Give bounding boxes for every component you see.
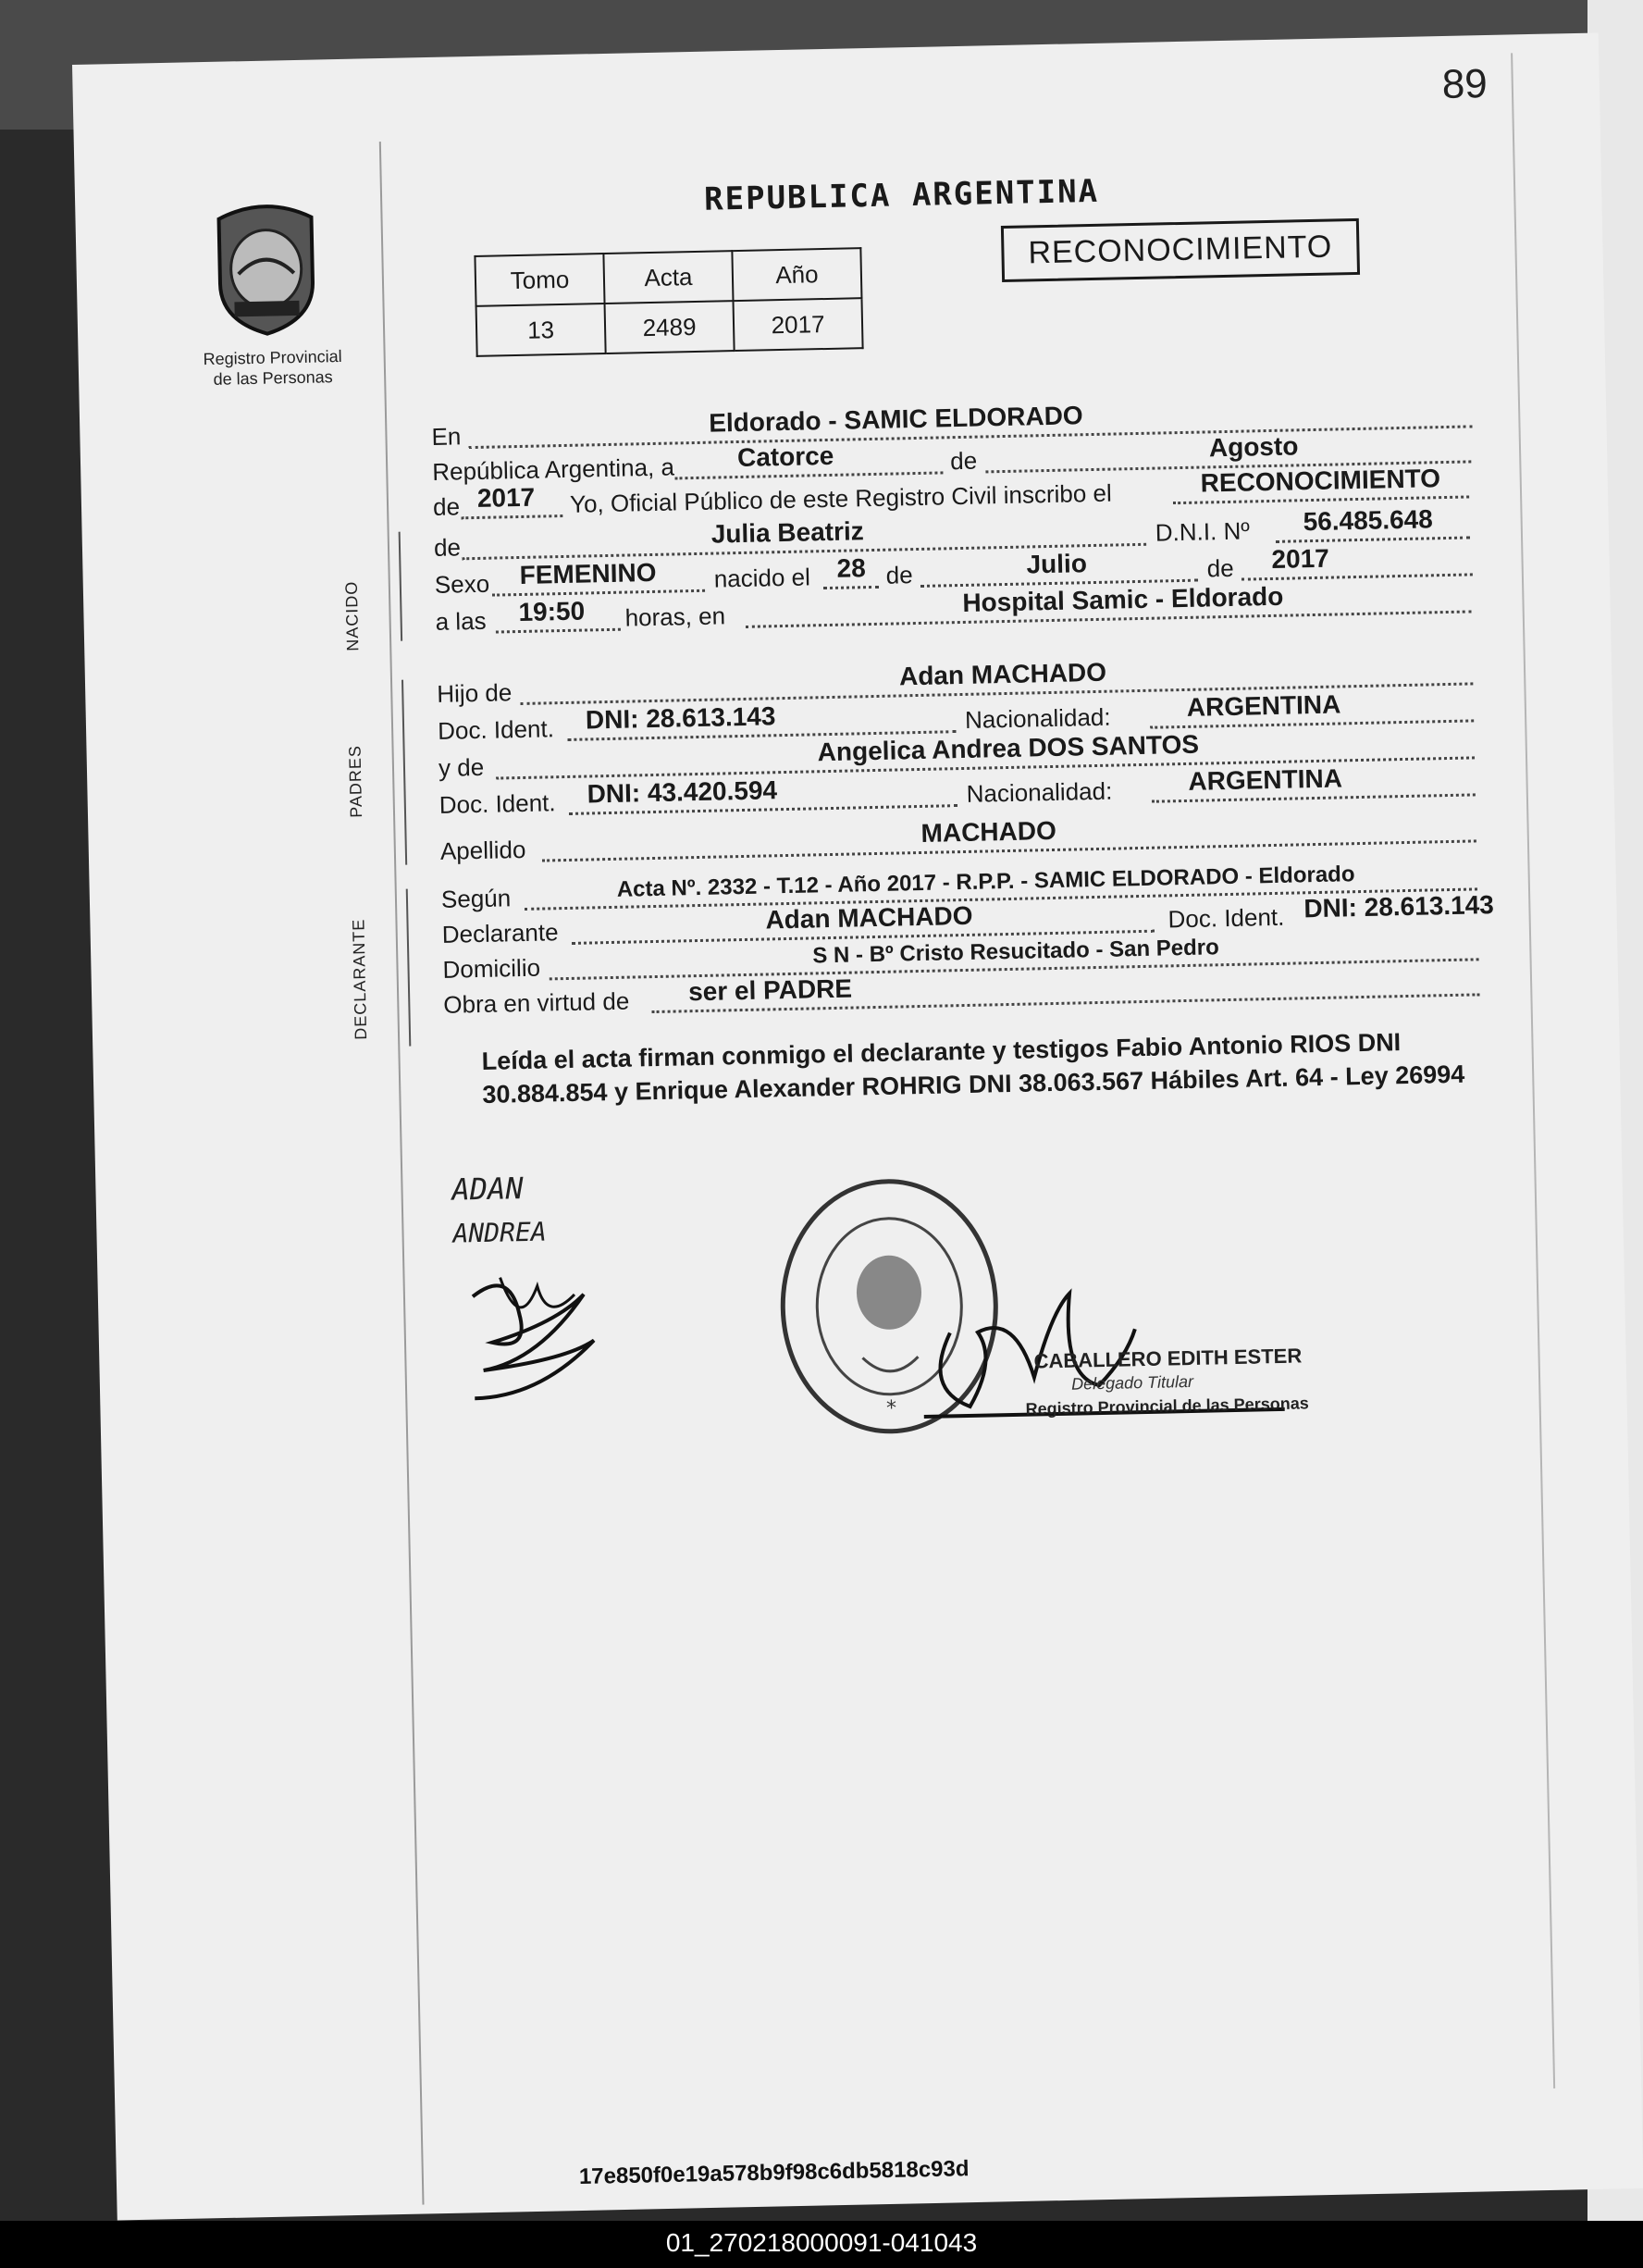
dotted-line (492, 589, 705, 597)
reference-value-row (476, 298, 863, 356)
father-name-value: Adan MACHADO (898, 657, 1107, 691)
svg-text:*: * (885, 1396, 897, 1420)
left-margin-rule (379, 142, 425, 2205)
handwritten-name: ANDREA (452, 1216, 548, 1249)
label-doc-ident: Doc. Ident. (439, 788, 556, 819)
label-en: En (431, 422, 462, 451)
header-acta: Acta (603, 251, 733, 304)
section-rule (406, 889, 412, 1047)
document-hash: 17e850f0e19a578b9f98c6db5818c93d (578, 2156, 970, 2190)
birth-day-value: 28 (836, 553, 867, 583)
label-year-de: de (432, 492, 461, 521)
place-value: Eldorado - SAMIC ELDORADO (708, 401, 1083, 438)
child-dni-value: 56.485.648 (1303, 504, 1434, 537)
closing-statement: Leída el acta firman conmigo el declarante y testigos Fabio Antonio RIOS DNI 30.884.854 y Enrique Alexander ROHRIG DNI 38.063.567 Hábiles Art. 64 - Ley 26994 (481, 1028, 1465, 1109)
anio-value: 2017 (733, 298, 862, 351)
father-doc-value: DNI: 28.613.143 (585, 701, 776, 735)
official-role: Delegado Titular (1070, 1371, 1194, 1394)
child-name-value: Julia Beatriz (710, 516, 865, 549)
label-de: de (885, 561, 913, 589)
label-de: de (1206, 553, 1234, 583)
obra-value: ser el PADRE (687, 973, 853, 1007)
header-anio: Año (732, 248, 861, 301)
mother-nationality-value: ARGENTINA (1188, 763, 1343, 796)
dotted-line (496, 628, 621, 634)
mother-doc-value: DNI: 43.420.594 (587, 775, 778, 809)
declarante-name-value: Adan MACHADO (765, 900, 973, 935)
label-sexo: Sexo (434, 569, 490, 599)
right-margin-rule (1511, 53, 1555, 2088)
official-office: Registro Provincial de las Personas (1025, 1394, 1309, 1419)
label-obra: Obra en virtud de (443, 986, 630, 1019)
month-value: Agosto (1208, 431, 1299, 463)
birth-place-value: Hospital Samic - Eldorado (962, 581, 1284, 617)
surname-value: MACHADO (920, 815, 1057, 848)
section-label-padres: PADRES (345, 744, 366, 818)
label-a-las: a las (435, 606, 487, 636)
section-rule (399, 532, 402, 641)
dotted-line (823, 586, 879, 589)
handwritten-name: ADAN (451, 1171, 524, 1208)
label-republica: República Argentina, a (431, 452, 675, 486)
dotted-line (461, 514, 562, 519)
label-de: de (949, 446, 978, 476)
reference-header-row (475, 248, 861, 306)
logo-caption-line: Registro Provincial (203, 346, 342, 369)
label-segun: Según (440, 884, 512, 913)
document-page (72, 32, 1643, 2220)
section-label-declarante: DECLARANTE (349, 918, 371, 1040)
witness-signature (453, 1257, 623, 1408)
segun-value: Acta Nº. 2332 - T.12 - Año 2017 - R.P.P. - SAMIC ELDORADO - Eldorado (616, 861, 1355, 902)
label-nacido-el: nacido el (713, 563, 811, 593)
footer-id: 01_270218000091-041043 (665, 2228, 978, 2257)
section-rule (401, 680, 407, 865)
label-apellido: Apellido (439, 835, 526, 865)
country-title: REPUBLICA ARGENTINA (703, 172, 1100, 218)
label-inscribo: Yo, Oficial Público de este Registro Civil inscribo el (569, 478, 1112, 518)
act-type-value: RECONOCIMIENTO (1200, 464, 1441, 498)
mother-name-value: Angelica Andrea DOS SANTOS (817, 729, 1200, 767)
domicilio-value: S N - Bº Cristo Resucitado - San Pedro (812, 935, 1220, 969)
year-value: 2017 (476, 482, 536, 513)
official-name: CABALLERO EDITH ESTER (1033, 1344, 1303, 1373)
logo-caption-line: de las Personas (213, 367, 333, 389)
line-apellido (440, 812, 1487, 870)
logo-caption (179, 345, 365, 390)
label-dni: D.N.I. Nº (1155, 516, 1251, 547)
sexo-value: FEMENINO (519, 557, 657, 589)
label-nacionalidad: Nacionalidad: (964, 702, 1111, 734)
label-declarante: Declarante (441, 918, 559, 948)
page-number: 89 (1441, 60, 1489, 107)
birth-year-value: 2017 (1271, 543, 1330, 574)
time-value: 19:50 (518, 596, 586, 627)
label-horas: horas, en (624, 601, 726, 632)
day-value: Catorce (736, 440, 834, 473)
label-y-de: y de (438, 752, 485, 782)
father-nationality-value: ARGENTINA (1186, 689, 1341, 722)
acta-value: 2489 (605, 301, 735, 353)
label-domicilio: Domicilio (442, 953, 541, 984)
dotted-line (1276, 536, 1470, 542)
tomo-value: 13 (476, 304, 606, 356)
label-nacionalidad: Nacionalidad: (966, 776, 1113, 808)
label-doc-ident: Doc. Ident. (437, 714, 555, 745)
label-de: de (433, 533, 462, 562)
birth-month-value: Julio (1026, 549, 1088, 579)
dotted-line (674, 471, 943, 479)
document-type-box: RECONOCIMIENTO (1001, 218, 1360, 282)
label-doc-ident: Doc. Ident. (1167, 902, 1285, 934)
declarante-doc-value: DNI: 28.613.143 (1303, 890, 1495, 923)
label-hijo-de: Hijo de (437, 678, 513, 708)
header-tomo: Tomo (475, 254, 604, 306)
section-label-nacido: NACIDO (341, 580, 363, 651)
province-shield-logo (204, 198, 327, 340)
reference-table (474, 247, 863, 357)
